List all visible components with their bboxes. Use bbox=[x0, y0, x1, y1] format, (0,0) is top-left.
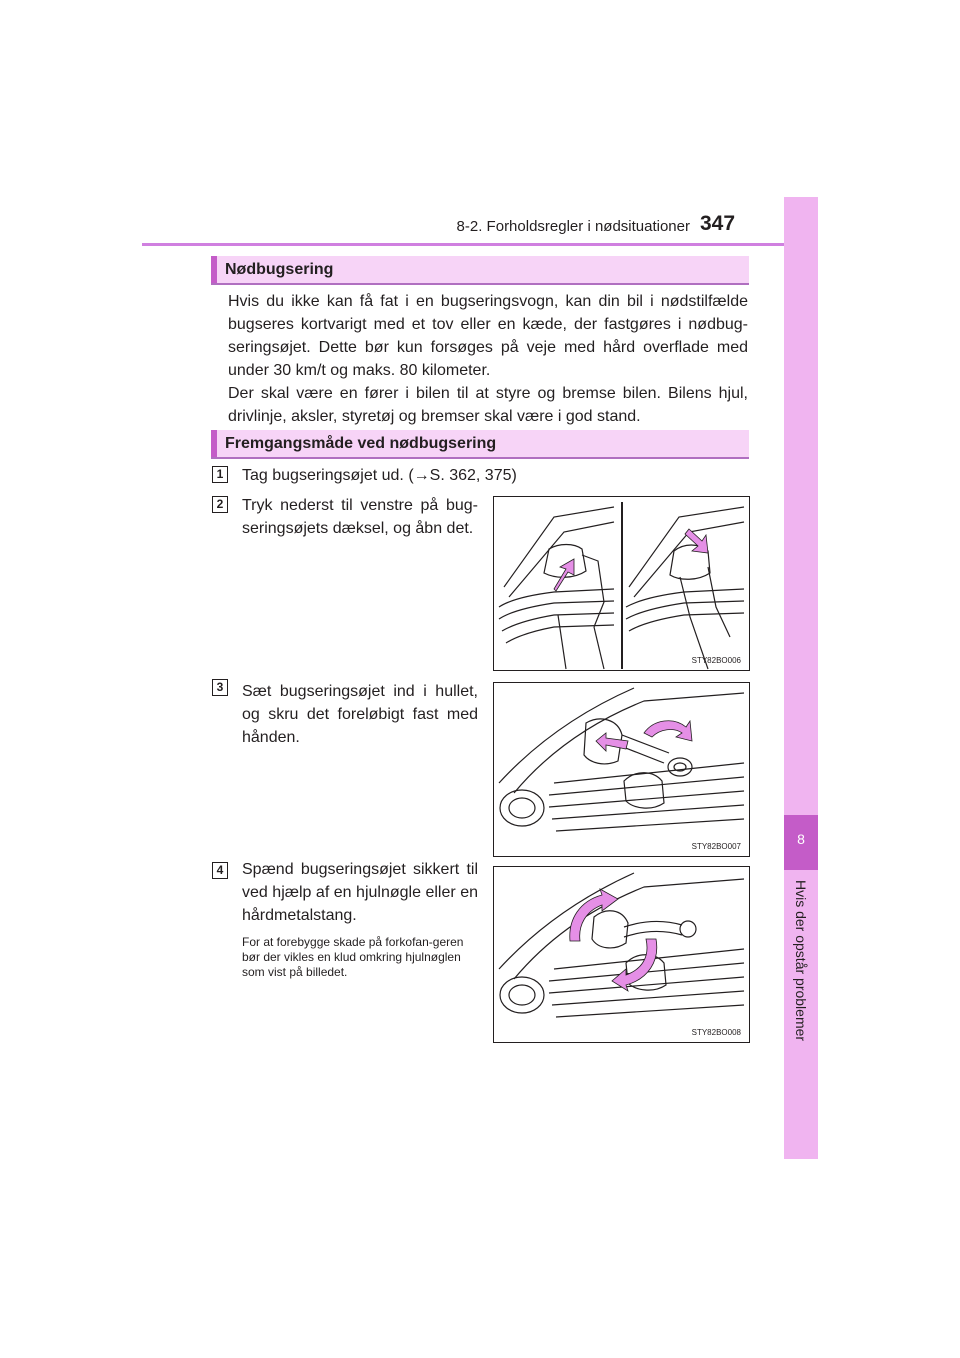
figure-insert-eye-drawing bbox=[494, 683, 749, 856]
step-text: Tryk nederst til venstre på bug-seringsøjets dæksel, og åbn det. bbox=[242, 497, 478, 537]
figure-open-cover-drawing bbox=[494, 497, 749, 670]
section-heading-emergency-towing: Nødbugsering bbox=[211, 256, 749, 285]
header-rule bbox=[142, 243, 818, 246]
figure-tighten-eye-drawing bbox=[494, 867, 749, 1042]
chapter-label bbox=[784, 880, 818, 1150]
step-text: Sæt bugseringsøjet ind i hullet, og skru det foreløbigt fast med hånden. bbox=[242, 683, 478, 746]
step-text: Tag bugseringsøjet ud. (→S. 362, 375) bbox=[242, 467, 517, 484]
step-number: 4 bbox=[212, 862, 228, 879]
chapter-number: 8 bbox=[797, 831, 805, 847]
intro-paragraph: Hvis du ikke kan få fat i en bugseringsvogn, kan din bil i nødstilfælde bugseres kortvarigt med et tov eller en kæde, der fastgøres i nødbug-seringsøjet. Dette bør kun forsøges på veje med hård overflade med under 30 km/t og maks. 80 kilometer. bbox=[228, 293, 748, 379]
section-heading-procedure: Fremgangsmåde ved nødbugsering bbox=[211, 430, 749, 459]
figure-code: STY82BO006 bbox=[691, 656, 741, 665]
driver-requirements-paragraph: Der skal være en fører i bilen til at styre og bremse bilen. Bilens hjul, drivlinje, aksler, styretøj og bremser skal være i god stand. bbox=[228, 385, 748, 425]
page-number: 347 bbox=[700, 212, 736, 235]
step-text: Spænd bugseringsøjet sikkert til ved hjælp af en hjulnøgle eller en hårdmetalstang. bbox=[242, 861, 478, 924]
chapter-label-text: Hvis der opstår problemer bbox=[793, 880, 809, 1042]
figure-open-cover bbox=[493, 496, 750, 671]
step-number: 3 bbox=[212, 679, 228, 696]
step-number: 1 bbox=[212, 466, 228, 483]
section-title: 8-2. Forholdsregler i nødsituationer bbox=[456, 218, 690, 235]
figure-insert-eye bbox=[493, 682, 750, 857]
step-number: 2 bbox=[212, 496, 228, 513]
figure-code: STY82BO008 bbox=[691, 1028, 741, 1037]
figure-tighten-eye bbox=[493, 866, 750, 1043]
figure-code: STY82BO007 bbox=[691, 842, 741, 851]
step-note: For at forebygge skade på forkofan-geren bør der vikles en klud omkring hjulnøglen som vist på billedet. bbox=[242, 935, 464, 979]
